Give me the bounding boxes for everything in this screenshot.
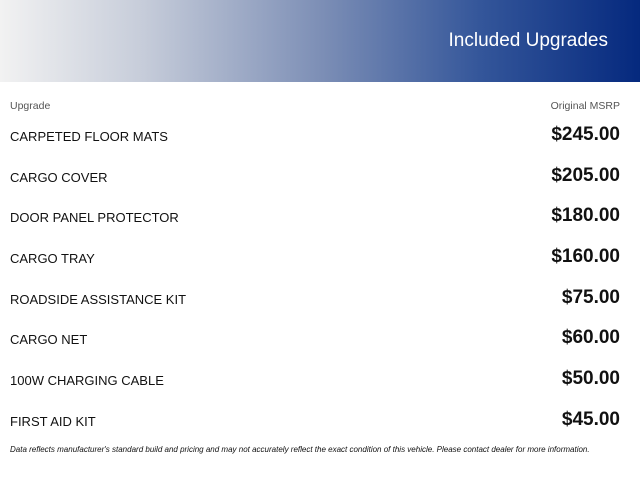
column-header-msrp: Original MSRP — [550, 100, 620, 112]
list-item — [0, 400, 640, 441]
upgrade-price: $50.00 — [561, 368, 620, 390]
upgrade-price: $205.00 — [551, 164, 620, 186]
upgrade-price: $45.00 — [561, 408, 620, 430]
upgrade-price: $180.00 — [551, 205, 620, 227]
upgrade-name: CARGO COVER — [10, 169, 108, 185]
upgrade-name: FIRST AID KIT — [10, 413, 96, 429]
upgrade-name: DOOR PANEL PROTECTOR — [10, 210, 179, 226]
upgrade-name: ROADSIDE ASSISTANCE KIT — [10, 291, 187, 307]
upgrade-name: 100W CHARGING CABLE — [10, 373, 164, 389]
upgrade-price: $60.00 — [561, 327, 620, 349]
upgrade-price: $245.00 — [551, 124, 620, 145]
header-banner — [0, 0, 640, 82]
list-item — [0, 278, 640, 319]
list-item — [0, 237, 640, 278]
page-title: Included Upgrades — [448, 30, 608, 51]
disclaimer-text: Data reflects manufacturer's standard build and pricing and may not accurately reflect the exact condition of this vehicle. Please contact dealer for more information. — [10, 445, 590, 454]
upgrade-price: $75.00 — [561, 286, 620, 308]
list-item — [0, 156, 640, 197]
list-item — [0, 359, 640, 400]
column-header-upgrade: Upgrade — [10, 100, 51, 112]
list-item — [0, 318, 640, 359]
upgrade-price: $160.00 — [551, 246, 620, 268]
list-item — [0, 196, 640, 237]
upgrade-name: CARPETED FLOOR MATS — [10, 129, 168, 144]
upgrade-name: CARGO NET — [10, 332, 88, 348]
upgrade-name: CARGO TRAY — [10, 251, 95, 267]
upgrade-list — [0, 115, 640, 441]
list-item — [0, 115, 640, 156]
